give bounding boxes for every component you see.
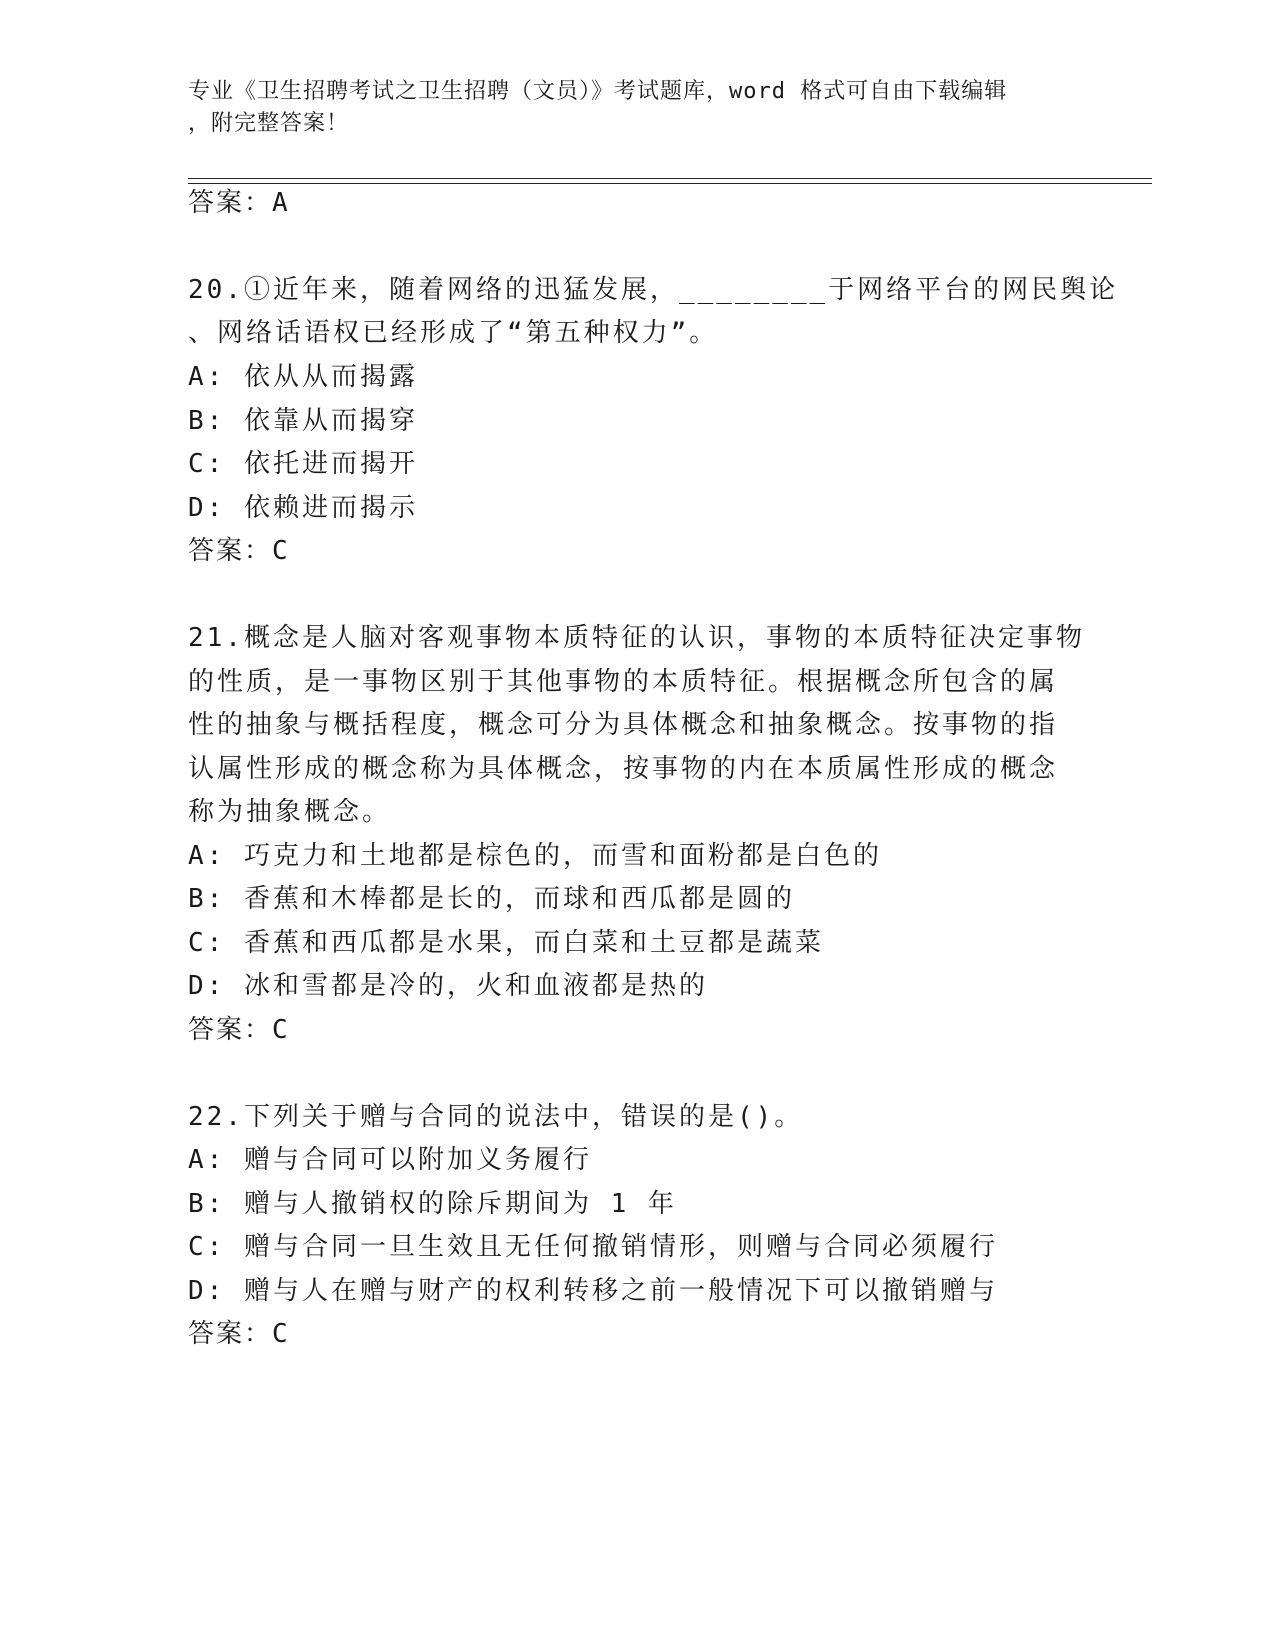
q21-option-b: B: 香蕉和木棒都是长的，而球和西瓜都是圆的 xyxy=(188,884,795,914)
q20-stem-line-1: 20.①近年来，随着网络的迅猛发展，________于网络平台的网民舆论 xyxy=(188,275,1119,305)
document-header xyxy=(188,76,1068,140)
q21-option-a: A: 巧克力和土地都是棕色的，而雪和面粉都是白色的 xyxy=(188,841,882,871)
answer-value: C xyxy=(272,1319,290,1349)
header-divider-top xyxy=(188,178,1152,179)
header-line-2: ，附完整答案！ xyxy=(188,111,350,136)
q21-option-d: D: 冰和雪都是冷的，火和血液都是热的 xyxy=(188,971,708,1001)
q21-stem-line-4: 认属性形成的概念称为具体概念，按事物的内在本质属性形成的概念 xyxy=(188,754,1059,784)
q21-stem-line-3: 性的抽象与概括程度，概念可分为具体概念和抽象概念。按事物的指 xyxy=(188,710,1059,740)
q20-option-c: C: 依托进而揭开 xyxy=(188,449,418,479)
q21-stem-line-1: 21.概念是人脑对客观事物本质特征的认识，事物的本质特征决定事物 xyxy=(188,623,1085,653)
answer-label: 答案： xyxy=(188,1319,273,1349)
q20-option-b: B: 依靠从而揭穿 xyxy=(188,406,418,436)
answer-label: 答案： xyxy=(188,188,273,218)
answer-label: 答案： xyxy=(188,1015,273,1045)
q20-option-d: D: 依赖进而揭示 xyxy=(188,493,418,523)
answer-value: C xyxy=(272,1015,290,1045)
q22-answer xyxy=(188,1317,290,1351)
q22-option-a: A: 赠与合同可以附加义务履行 xyxy=(188,1145,592,1175)
q22-stem: 22.下列关于赠与合同的说法中，错误的是()。 xyxy=(188,1102,804,1132)
q20-option-a: A: 依从从而揭露 xyxy=(188,362,418,392)
q22-option-d: D: 赠与人在赠与财产的权利转移之前一般情况下可以撤销赠与 xyxy=(188,1276,998,1306)
q21-option-c: C: 香蕉和西瓜都是水果，而白菜和土豆都是蔬菜 xyxy=(188,928,824,958)
q22-option-c: C: 赠与合同一旦生效且无任何撤销情形，则赠与合同必须履行 xyxy=(188,1232,998,1262)
answer-value: A xyxy=(272,188,290,218)
answer-value: C xyxy=(272,536,290,566)
answer-label: 答案： xyxy=(188,536,273,566)
q21-stem-line-5: 称为抽象概念。 xyxy=(188,797,392,827)
q22-option-b: B: 赠与人撤销权的除斥期间为 1 年 xyxy=(188,1189,677,1219)
q21-stem-line-2: 的性质，是一事物区别于其他事物的本质特征。根据概念所包含的属 xyxy=(188,667,1059,697)
q20-stem-line-2: 、网络话语权已经形成了“第五种权力”。 xyxy=(188,318,719,348)
q19-answer xyxy=(188,186,290,220)
header-divider-bottom xyxy=(188,183,1152,184)
q21-answer xyxy=(188,1013,290,1047)
q20-answer xyxy=(188,534,290,568)
header-line-1: 专业《卫生招聘考试之卫生招聘（文员）》考试题库，word 格式可自由下载编辑 xyxy=(188,79,1008,104)
